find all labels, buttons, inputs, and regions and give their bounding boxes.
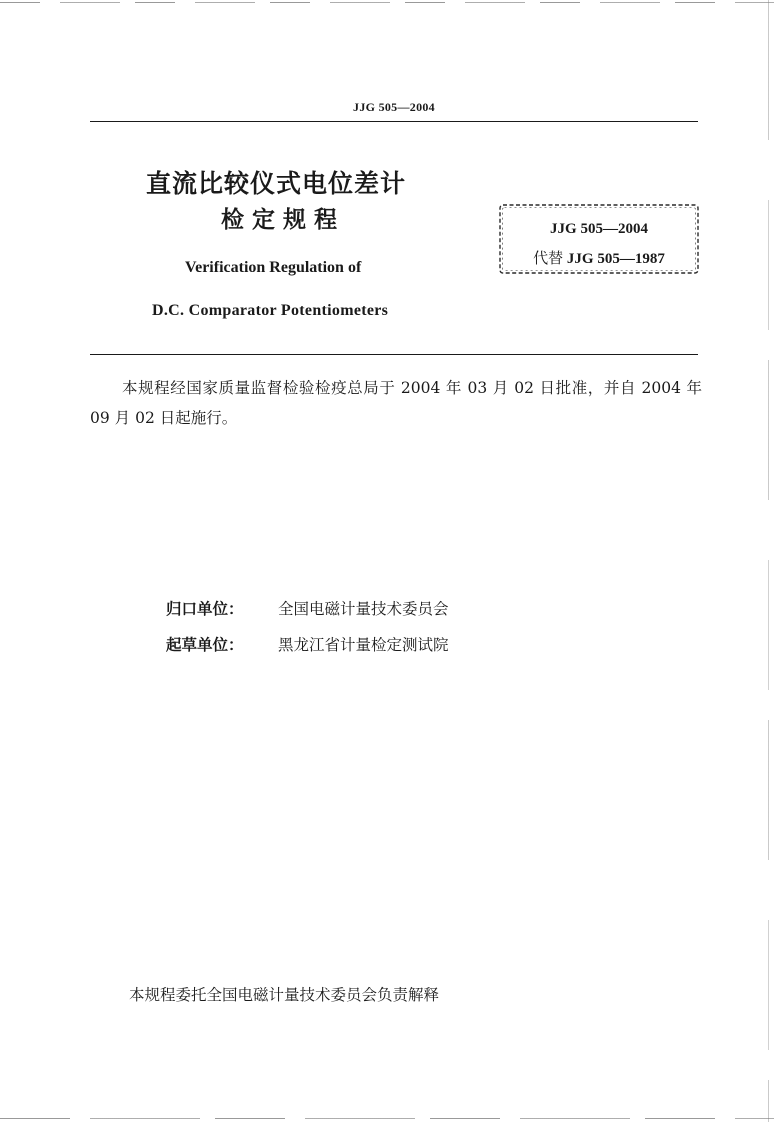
standard-code: JJG 505—2004 [550, 221, 648, 237]
title-english-line2: D.C. Comparator Potentiometers [152, 302, 389, 319]
replaces-line [497, 247, 701, 268]
approval-statement: 本规程经国家质量监督检验检疫总局于 2004 年 03 月 02 日批准，并自 2004 年 09 月 02 日起施行。 [90, 379, 702, 427]
interpretation-note: 本规程委托全国电磁计量技术委员会负责解释 [129, 986, 440, 1004]
org-value: 黑龙江省计量检定测试院 [278, 636, 449, 654]
title-chinese-line2: 检定规程 [221, 207, 345, 233]
org-row-drafting [166, 633, 449, 655]
scan-edge-top [0, 2, 774, 3]
header-rule [90, 121, 698, 122]
title-chinese-line1: 直流比较仪式电位差计 [146, 169, 407, 198]
standard-code-box [497, 201, 701, 277]
title-english-line1: Verification Regulation of [185, 259, 362, 276]
org-label: 起草单位： [166, 636, 244, 654]
org-value: 全国电磁计量技术委员会 [278, 600, 449, 618]
section-rule [90, 354, 698, 355]
org-row-responsible [166, 597, 449, 619]
org-label: 归口单位： [166, 600, 244, 618]
scan-edge-bottom [0, 1118, 774, 1119]
replaces-code: JJG 505—1987 [566, 251, 665, 267]
running-header: JJG 505—2004 [353, 100, 435, 114]
replaces-label: 代替 [533, 249, 564, 267]
scan-edge-right [768, 0, 769, 1122]
